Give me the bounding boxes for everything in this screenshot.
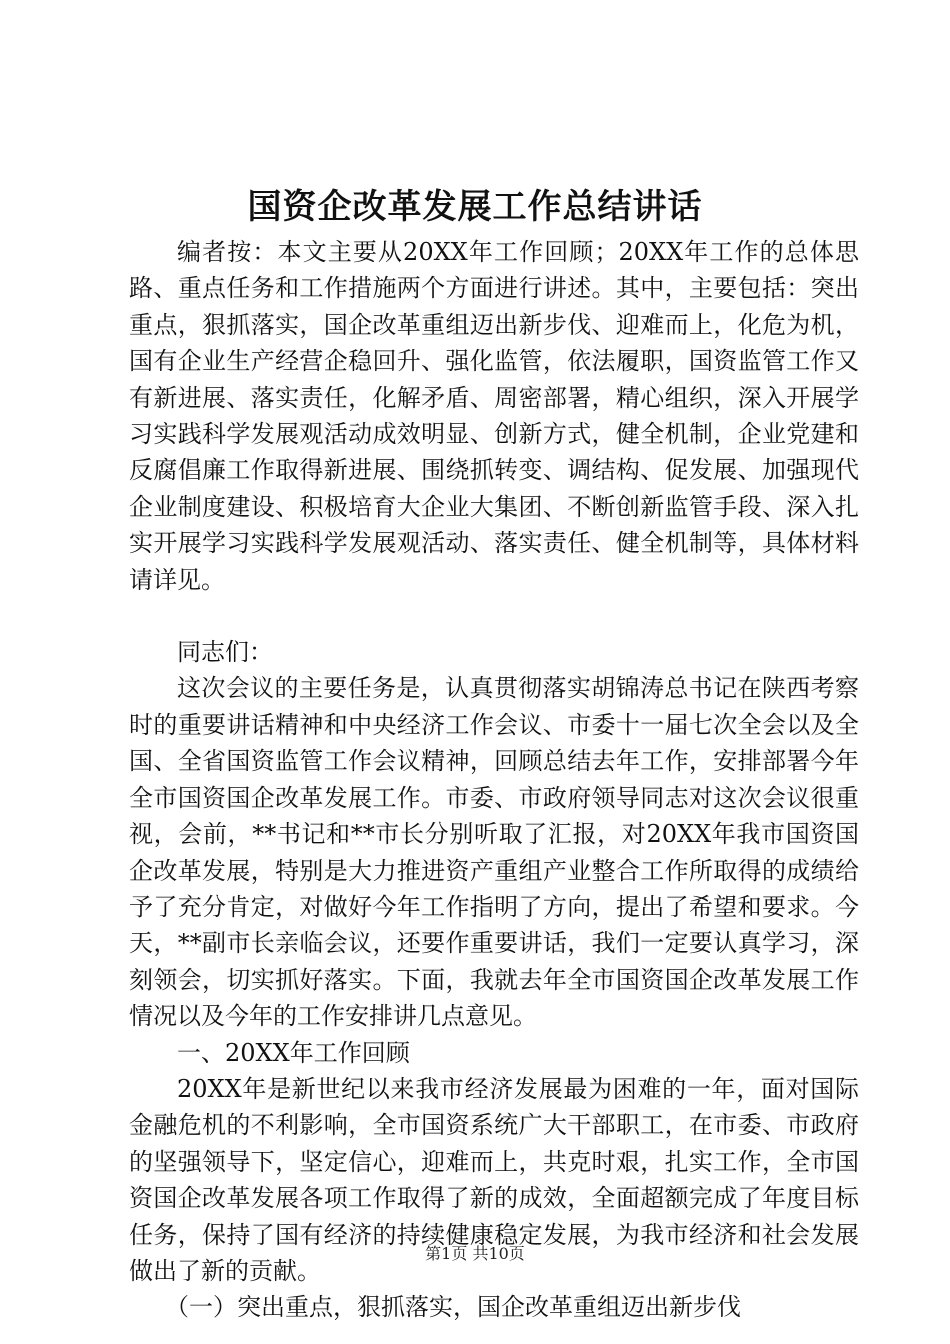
intro-paragraph: 这次会议的主要任务是，认真贯彻落实胡锦涛总书记在陕西考察时的重要讲话精神和中央经济工作会议、市委十一届七次全会以及全国、全省国资监管工作会议精神，回顾总结去年工作，安排部署今年全市国资国企改革发展工作。市委、市政府领导同志对这次会议很重视，会前，**书记和**市长分别听取了汇报，对20XX年我市国资国企改革发展，特别是大力推进资产重组产业整合工作所取得的成绩给予了充分肯定，对做好今年工作指明了方向，提出了希望和要求。今天，**副市长亲临会议，还要作重要讲话，我们一定要认真学习，深刻领会，切实抓好落实。下面，我就去年全市国资国企改革发展工作情况以及今年的工作安排讲几点意见。: [129, 674, 859, 1031]
editor-note-paragraph: 编者按：本文主要从20XX年工作回顾；20XX年工作的总体思路、重点任务和工作措施两个方面进行讲述。其中，主要包括：突出重点，狠抓落实，国企改革重组迈出新步伐、迎难而上，化危为机，国有企业生产经营企稳回升、强化监管，依法履职，国资监管工作又有新进展、落实责任，化解矛盾、周密部署，精心组织，深入开展学习实践科学发展观活动成效明显、创新方式，健全机制，企业党建和反腐倡廉工作取得新进展、围绕抓转变、调结构、促发展、加强现代企业制度建设、积极培育大企业大集团、不断创新监管手段、深入扎实开展学习实践科学发展观活动、落实责任、健全机制等，具体材料请详见。: [129, 238, 859, 594]
document-body: [129, 234, 859, 1326]
section-heading: 一、20XX年工作回顾: [177, 1038, 410, 1067]
page-title: 国资企改革发展工作总结讲话: [247, 187, 703, 227]
salutation: 同志们：: [177, 638, 273, 667]
subsection-heading: （一）突出重点，狠抓落实，国企改革重组迈出新步伐: [165, 1293, 741, 1322]
page-number-footer: 第1页 共10页: [425, 1244, 525, 1263]
paragraph-spacer: [129, 598, 859, 634]
review-paragraph: 20XX年是新世纪以来我市经济发展最为困难的一年，面对国际金融危机的不利影响，全市国资系统广大干部职工，在市委、市政府的坚强领导下，坚定信心，迎难而上，共克时艰，扎实工作，全市国资国企改革发展各项工作取得了新的成效，全面超额完成了年度目标任务，保持了国有经济的持续健康稳定发展，为我市经济和社会发展做出了新的贡献。: [129, 1074, 859, 1285]
